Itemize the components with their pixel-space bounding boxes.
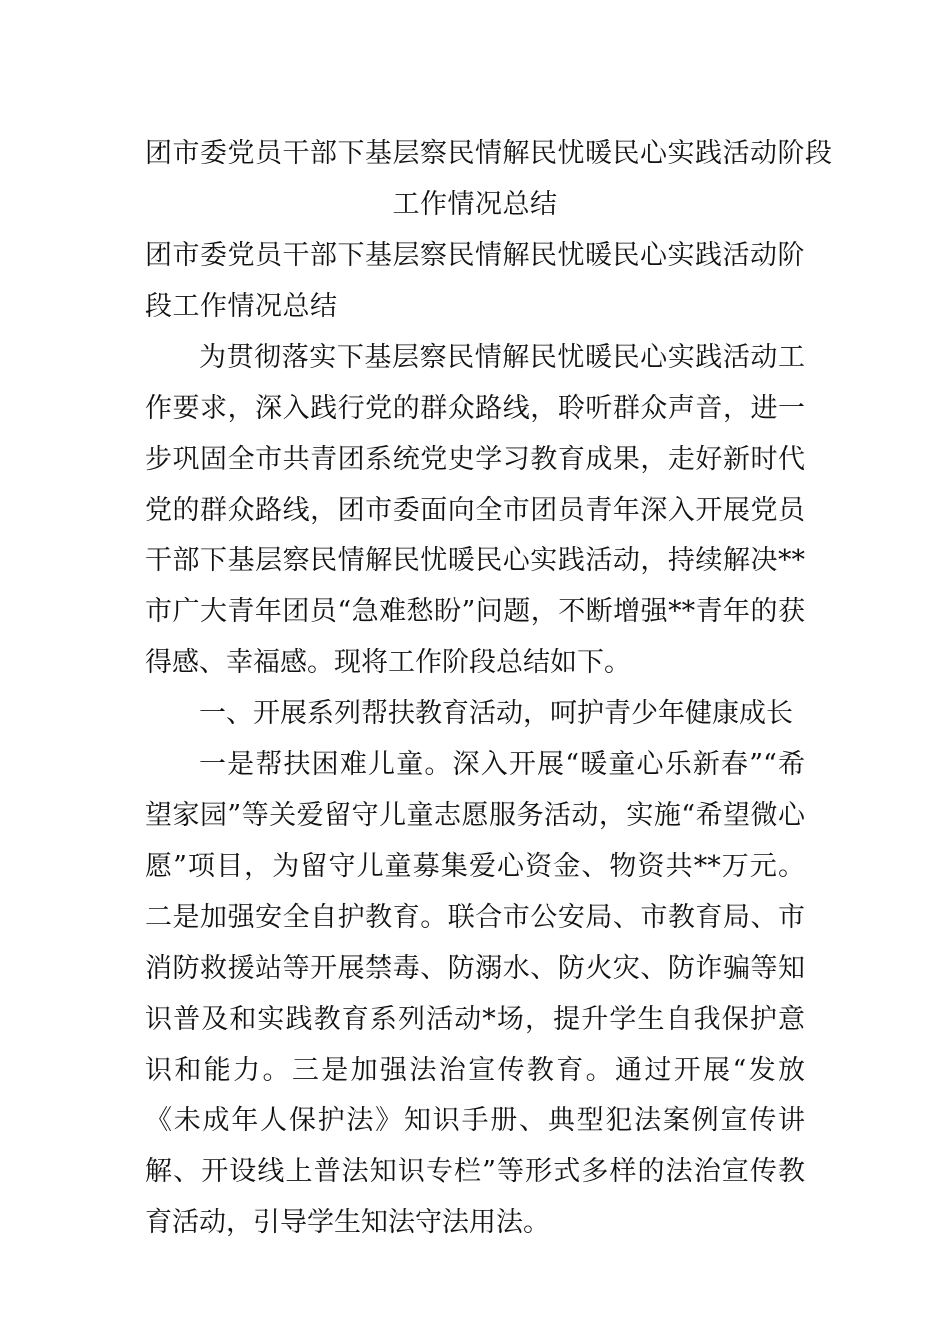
document-subtitle: 团市委党员干部下基层察民情解民忧暖民心实践活动阶段工作情况总结 [145,240,805,322]
section-1-paragraph: 一是帮扶困难儿童。深入开展“暖童心乐新春”“希望家园”等关爱留守儿童志愿服务活动，实施“希望微心愿”项目，为留守儿童募集爱心资金、物资共**万元。二是加强安全自护教育。联合市公安局、市教育局、市消防救援站等开展禁毒、防溺水、防火灾、防诈骗等知识普及和实践教育系列活动*场，提升学生自我保护意识和能力。三是加强法治宣传教育。通过开展“发放《未成年人保护法》知识手册、典型犯法案例宣传讲解、开设线上普法知识专栏”等形式多样的法治宣传教育活动，引导学生知法守法用法。 [145,749,805,1239]
document-body [145,231,805,1249]
title-line-1: 团市委党员干部下基层察民情解民忧暖民心实践活动阶段 [145,138,833,169]
intro-paragraph: 为贯彻落实下基层察民情解民忧暖民心实践活动工作要求，深入践行党的群众路线，聆听群众声音，进一步巩固全市共青团系统党史学习教育成果，走好新时代党的群众路线，团市委面向全市团员青年深入开展党员干部下基层察民情解民忧暖民心实践活动，持续解决**市广大青年团员“急难愁盼”问题，不断增强**青年的获得感、幸福感。现将工作阶段总结如下。 [145,341,805,679]
title-line-2: 工作情况总结 [392,189,558,220]
document-title [145,128,833,230]
section-1-heading: 一、开展系列帮扶教育活动，呵护青少年健康成长 [199,698,793,730]
